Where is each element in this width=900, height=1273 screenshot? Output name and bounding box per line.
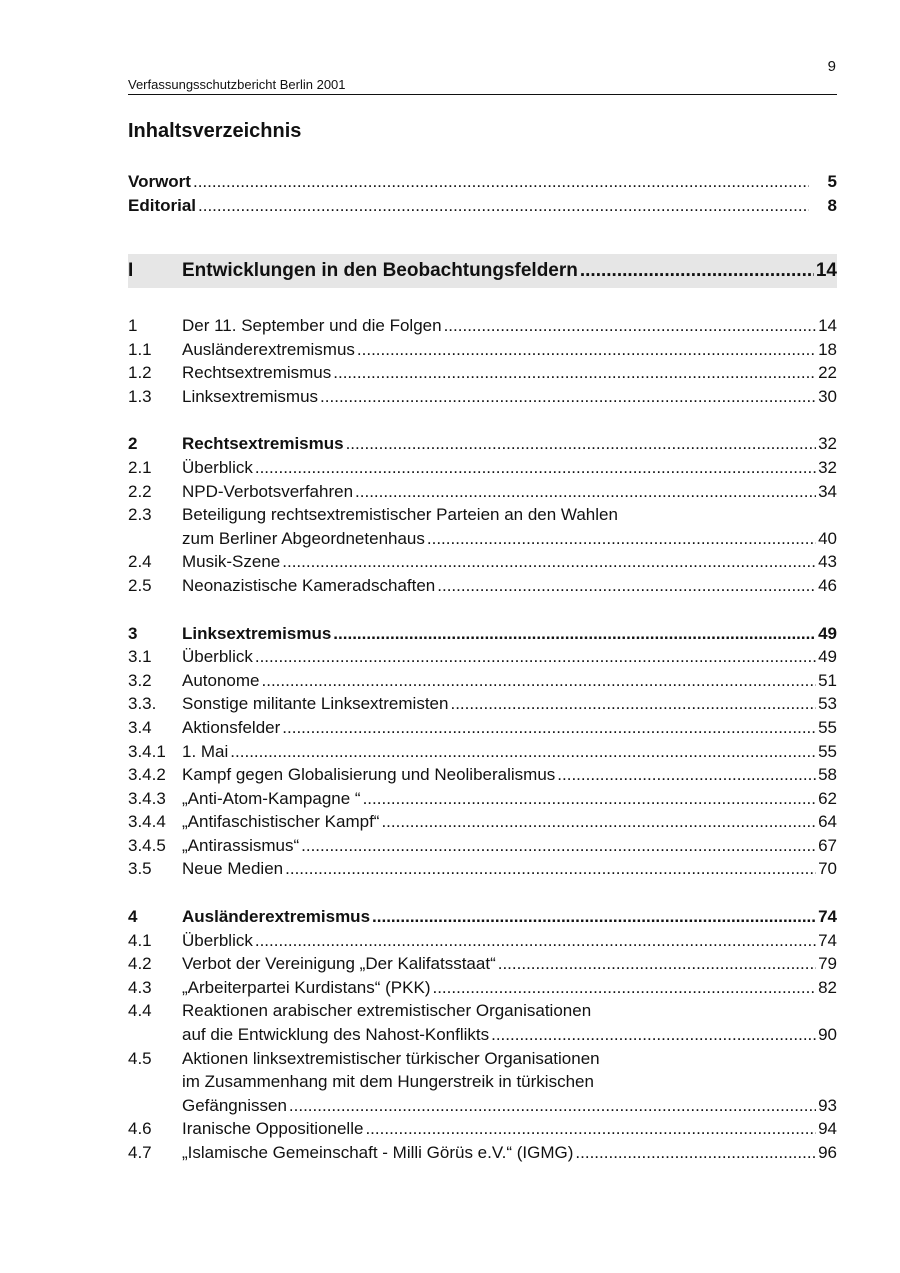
table-of-contents — [128, 170, 837, 1165]
toc-entry-title: Editorial — [128, 196, 197, 216]
toc-entry-number: 3.4.4 — [128, 812, 166, 832]
toc-entry[interactable] — [128, 1141, 837, 1165]
toc-entry-page: 55 — [818, 717, 837, 737]
toc-entry-page: 8 — [827, 196, 837, 216]
leader-dots — [427, 527, 816, 551]
toc-entry-title-continuation: Gefängnissen — [182, 1095, 287, 1115]
leader-dots — [301, 834, 816, 858]
toc-entry-page: 49 — [818, 623, 837, 643]
toc-entry-page: 46 — [818, 575, 837, 595]
toc-entry[interactable] — [128, 929, 837, 953]
toc-entry-page: 18 — [818, 339, 837, 359]
toc-entry-number: 3.3. — [128, 694, 157, 714]
toc-entry-number: 4.2 — [128, 954, 152, 974]
toc-entry[interactable] — [128, 550, 837, 574]
leader-dots — [450, 692, 816, 716]
toc-entry-number: 1 — [128, 316, 138, 335]
toc-entry-page: 67 — [818, 835, 837, 855]
toc-entry-number: 1.2 — [128, 363, 152, 383]
toc-entry-title: Kampf gegen Globalisierung und Neoliberalismus — [182, 765, 556, 785]
leader-dots — [498, 952, 816, 976]
leader-dots — [580, 254, 814, 288]
toc-sections — [128, 314, 837, 1165]
toc-entry-title: Neue Medien — [182, 859, 284, 879]
toc-entry-number: 2.1 — [128, 457, 152, 477]
leader-dots — [255, 929, 816, 953]
toc-entry-page: 58 — [818, 765, 837, 785]
toc-entry-number: 4 — [128, 907, 138, 927]
toc-entry-page: 74 — [818, 930, 837, 950]
toc-entry-page: 53 — [818, 694, 837, 714]
leader-dots — [289, 1094, 816, 1118]
toc-entry-title: Sonstige militante Linksextremisten — [182, 694, 449, 714]
toc-entry-number: 3 — [128, 623, 138, 643]
toc-entry-page: 32 — [818, 457, 837, 477]
toc-entry-number: 3.5 — [128, 859, 152, 879]
toc-entry-page: 22 — [818, 363, 837, 383]
toc-entry-number: 3.4 — [128, 717, 152, 737]
toc-entry-number: 3.2 — [128, 670, 152, 690]
toc-entry-page: 55 — [818, 741, 837, 761]
toc-entry-page: 82 — [818, 977, 837, 997]
toc-entry-page: 34 — [818, 481, 837, 501]
toc-entry-page: 62 — [818, 788, 837, 808]
toc-entry[interactable] — [128, 692, 837, 716]
toc-entry-page: 43 — [818, 552, 837, 572]
toc-entry-page: 30 — [818, 386, 837, 406]
toc-entry-title: Aktionen linksextremistischer türkischer Organisationen — [182, 1048, 600, 1068]
toc-part-title: Entwicklungen in den Beobachtungsfeldern — [182, 260, 578, 281]
toc-entry-page: 32 — [818, 434, 837, 454]
leader-dots — [557, 763, 816, 787]
toc-entry-page: 74 — [818, 907, 837, 927]
leader-dots — [372, 905, 816, 929]
toc-entry-editorial[interactable] — [128, 194, 837, 218]
toc-entry-number: 3.4.3 — [128, 788, 166, 808]
toc-entry-number: 2.2 — [128, 481, 152, 501]
page-number: 9 — [827, 58, 836, 75]
toc-entry-title: Rechtsextremismus — [182, 434, 344, 454]
toc-entry-title: Reaktionen arabischer extremistischer Organisationen — [182, 1001, 592, 1021]
toc-entry-title: Der 11. September und die Folgen — [182, 316, 442, 335]
toc-entry-page: 90 — [818, 1025, 837, 1045]
toc-entry-title: Überblick — [182, 457, 253, 477]
toc-entry-page: 51 — [818, 670, 837, 690]
toc-entry-title: Beteiligung rechtsextremistischer Parteien an den Wahlen — [182, 505, 618, 525]
toc-entry-title: „Antirassismus“ — [182, 835, 300, 855]
toc-entry-number: 2.3 — [128, 505, 152, 525]
leader-dots — [262, 669, 817, 693]
toc-entry-number: 4.6 — [128, 1119, 152, 1139]
toc-title: Inhaltsverzeichnis — [128, 120, 302, 142]
leader-dots — [437, 574, 816, 598]
leader-dots — [444, 314, 817, 338]
toc-entry-title: Ausländerextremismus — [182, 339, 355, 359]
toc-entry-number: 2.4 — [128, 552, 152, 572]
toc-entry-title: NPD-Verbotsverfahren — [182, 481, 354, 501]
toc-entry[interactable] — [128, 740, 837, 764]
leader-dots — [255, 645, 816, 669]
toc-entry-page: 94 — [818, 1119, 837, 1139]
toc-entry-page: 40 — [818, 528, 837, 548]
toc-entry-number: 4.3 — [128, 977, 152, 997]
toc-entry-title: Musik-Szene — [182, 552, 281, 572]
toc-entry[interactable] — [128, 810, 837, 834]
toc-entry-title: „Anti-Atom-Kampagne “ — [182, 788, 361, 808]
toc-entry[interactable] — [128, 480, 837, 504]
toc-entry-continuation[interactable] — [128, 1094, 837, 1118]
leader-dots — [432, 976, 816, 1000]
toc-entry[interactable] — [128, 952, 837, 976]
leader-dots — [282, 550, 816, 574]
leader-dots — [363, 787, 817, 811]
toc-entry[interactable] — [128, 1047, 837, 1071]
toc-entry-title: „Arbeiterpartei Kurdistans“ (PKK) — [182, 977, 431, 997]
toc-entry[interactable] — [128, 456, 837, 480]
toc-entry-number: 3.4.2 — [128, 765, 166, 785]
toc-entry-title: Aktionsfelder — [182, 717, 281, 737]
leader-dots — [320, 385, 816, 409]
leader-dots — [230, 740, 816, 764]
toc-entry-title: Linksextremismus — [182, 623, 332, 643]
toc-part-number: I — [128, 260, 134, 281]
toc-entry-title: Rechtsextremismus — [182, 363, 332, 383]
toc-entry[interactable] — [128, 574, 837, 598]
running-header: Verfassungsschutzbericht Berlin 2001 — [128, 77, 837, 95]
section-gap — [128, 881, 837, 905]
toc-entry-title: Autonome — [182, 670, 260, 690]
toc-entry-page: 49 — [818, 647, 837, 667]
toc-entry[interactable] — [128, 763, 837, 787]
toc-entry-page: 96 — [818, 1143, 837, 1162]
toc-entry[interactable] — [128, 338, 837, 362]
toc-part-heading[interactable] — [128, 254, 837, 288]
toc-entry-continuation[interactable] — [128, 1070, 837, 1094]
toc-entry-number: 4.4 — [128, 1001, 152, 1021]
leader-dots — [333, 361, 816, 385]
toc-entry-title-continuation: im Zusammenhang mit dem Hungerstreik in türkischen — [182, 1072, 594, 1092]
toc-entry-title-continuation: auf die Entwicklung des Nahost-Konflikts — [182, 1025, 490, 1045]
leader-dots — [381, 810, 816, 834]
toc-entry-number: 2 — [128, 434, 138, 454]
toc-entry-title: Linksextremismus — [182, 386, 319, 406]
toc-entry-title: „Antifaschistischer Kampf“ — [182, 812, 380, 832]
toc-entry-page: 79 — [818, 954, 837, 974]
toc-entry-number: 2.5 — [128, 575, 152, 595]
toc-entry-number: 4.7 — [128, 1143, 152, 1162]
toc-entry-number: 3.4.1 — [128, 741, 166, 761]
toc-entry-vorwort[interactable] — [128, 170, 837, 194]
toc-entry[interactable] — [128, 314, 837, 338]
toc-entry-title: Neonazistische Kameradschaften — [182, 575, 436, 595]
toc-entry-number: 1.1 — [128, 339, 152, 359]
toc-entry[interactable] — [128, 976, 837, 1000]
toc-entry-number: 4.1 — [128, 930, 152, 950]
toc-entry-title: 1. Mai — [182, 741, 229, 761]
toc-entry-title: Vorwort — [128, 172, 191, 192]
toc-entry-page: 64 — [818, 812, 837, 832]
toc-entry[interactable] — [128, 1117, 837, 1141]
toc-entry[interactable] — [128, 503, 837, 527]
toc-entry[interactable] — [128, 645, 837, 669]
toc-entry-title: Iranische Oppositionelle — [182, 1119, 364, 1139]
leader-dots — [575, 1141, 816, 1165]
leader-dots — [282, 716, 816, 740]
toc-entry-title-continuation: zum Berliner Abgeordnetenhaus — [182, 528, 425, 548]
toc-entry[interactable] — [128, 999, 837, 1023]
toc-entry-page: 93 — [818, 1095, 837, 1115]
toc-entry-number: 3.4.5 — [128, 835, 166, 855]
toc-entry[interactable] — [128, 385, 837, 409]
toc-entry[interactable] — [128, 857, 837, 881]
toc-entry[interactable] — [128, 432, 837, 456]
leader-dots — [333, 622, 816, 646]
toc-entry-continuation[interactable] — [128, 1023, 837, 1047]
toc-entry-title: „Islamische Gemeinschaft - Milli Görüs e.V.“ (IGMG) — [182, 1143, 574, 1162]
section-gap — [128, 408, 837, 432]
toc-entry[interactable] — [128, 669, 837, 693]
leader-dots — [193, 170, 809, 194]
toc-entry[interactable] — [128, 361, 837, 385]
toc-entry-page: 70 — [818, 859, 837, 879]
leader-dots — [285, 857, 816, 881]
section-gap — [128, 598, 837, 622]
toc-entry[interactable] — [128, 787, 837, 811]
toc-entry[interactable] — [128, 905, 837, 929]
toc-entry-page: 14 — [818, 316, 837, 335]
toc-entry-number: 4.5 — [128, 1048, 152, 1068]
leader-dots — [255, 456, 816, 480]
toc-entry[interactable] — [128, 622, 837, 646]
toc-entry-number: 3.1 — [128, 647, 152, 667]
toc-entry-title: Überblick — [182, 930, 253, 950]
toc-entry-title: Überblick — [182, 647, 253, 667]
leader-dots — [491, 1023, 816, 1047]
toc-entry-title: Verbot der Vereinigung „Der Kalifatsstaat“ — [182, 954, 496, 974]
leader-dots — [355, 480, 816, 504]
toc-entry-continuation[interactable] — [128, 527, 837, 551]
toc-entry-page: 5 — [827, 172, 837, 192]
leader-dots — [198, 194, 809, 218]
leader-dots — [357, 338, 816, 362]
toc-entry-title: Ausländerextremismus — [182, 907, 371, 927]
toc-part-page: 14 — [815, 260, 837, 281]
toc-entry[interactable] — [128, 834, 837, 858]
leader-dots — [346, 432, 817, 456]
leader-dots — [365, 1117, 816, 1141]
toc-entry-number: 1.3 — [128, 386, 152, 406]
toc-entry[interactable] — [128, 716, 837, 740]
